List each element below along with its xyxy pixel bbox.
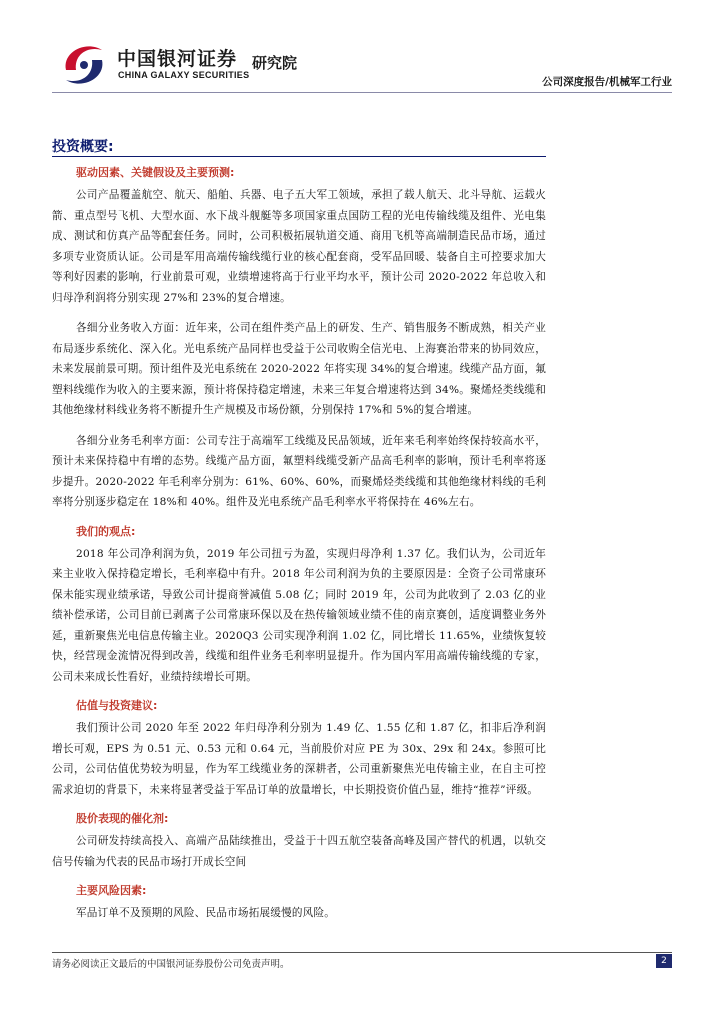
section-title-divider	[52, 156, 546, 157]
paragraph: 公司产品覆盖航空、航天、船舶、兵器、电子五大军工领域，承担了载人航天、北斗导航、运载火箭、重点型号飞机、大型水面、水下战斗舰艇等多项国家重点国防工程的光电传输线缆及组件、光电集成、测试和仿真产品等配套任务。同时，公司积极拓展轨道交通、商用飞机等高端制造民品市场，通过多项专业资质认证。公司是军用高端传输线缆行业的核心配套商，受军品回暖、装备自主可控要求加大等利好因素的影响，行业前景可观，业绩增速将高于行业平均水平，预计公司 2020-2022 年总收入和归母净利润将分别实现 27%和 23%的复合增速。	[52, 189, 546, 304]
paragraph: 各细分业务收入方面：近年来，公司在组件类产品上的研发、生产、销售服务不断成熟，相关产业布局逐步系统化、深入化。光电系统产品同样也受益于公司收购全信光电、上海赛治带来的协同效应，未来发展前景可期。预计组件及光电系统在 2020-2022 年将实现 34%的复合增速。线缆产品方面，氟塑料线缆作为收入的主要来源，预计将保持稳定增速，未来三年复合增速将达到 34%。聚烯烃类线缆和其他绝缘材料线业务将不断提升生产规模及市场份额，分别保持 17%和 5%的复合增速。	[52, 322, 546, 416]
section-our-view	[52, 523, 546, 688]
paragraph: 公司研发持续高投入、高端产品陆续推出，受益于十四五航空装备高峰及国产替代的机遇，以轨交信号传输为代表的民品市场打开成长空间	[52, 835, 546, 868]
section-heading: 估值与投资建议:	[76, 699, 158, 712]
report-type: 公司深度报告/机械军工行业	[542, 76, 672, 88]
section-title: 投资概要:	[52, 139, 114, 155]
footer-disclaimer: 请务必阅读正文最后的中国银河证券股份公司免责声明。	[52, 959, 290, 970]
paragraph: 军品订单不及预期的风险、民品市场拓展缓慢的风险。	[76, 907, 336, 919]
institute-label: 研究院	[252, 54, 298, 72]
section-catalysts	[52, 810, 546, 872]
section-heading: 主要风险因素:	[76, 884, 147, 897]
section-valuation	[52, 697, 546, 800]
brand-name-en: CHINA GALAXY SECURITIES	[118, 70, 250, 80]
section-risks	[52, 882, 546, 924]
section-heading: 驱动因素、关键假设及主要预测:	[76, 166, 235, 179]
header-divider	[52, 92, 672, 93]
paragraph: 各细分业务毛利率方面：公司专注于高端军工线缆及民品领域，近年来毛利率始终保持较高水平，预计未来保持稳中有增的态势。线缆产品方面，氟塑料线缆受新产品高毛利率的影响，预计毛利率将逐步提升。2020-2022 年毛利率分别为：61%、60%、60%，而聚烯烃类线缆和其他绝缘材料线的毛利率将分别逐步稳定在 18%和 40%。组件及光电系统产品毛利率水平将保持在 46%左右。	[52, 434, 546, 508]
paragraph: 2018 年公司净利润为负，2019 年公司扭亏为盈，实现归母净利 1.37 亿。我们认为，公司近年来主业收入保持稳定增长，毛利率稳中有升。2018 年公司利润为负的主要原因是：全资子公司常康环保未能实现业绩承诺，导致公司计提商誉减值 5.08 亿；同时 2019 年，公司为此收到了 2.03 亿的业绩补偿承诺，公司目前已剥离子公司常康环保以及在热传输领域业绩不佳的南京赛创，适度调整业务外延，重新聚焦光电信息传输主业。2020Q3 公司实现净利润 1.02 亿，同比增长 11.65%，业绩恢复较快，经营现金流情况得到改善，线缆和组件业务毛利率明显提升。作为国内军用高端传输线缆的专家，公司未来成长性看好，业绩持续增长可期。	[52, 547, 546, 683]
paragraph: 我们预计公司 2020 年至 2022 年归母净利分别为 1.49 亿、1.55 亿和 1.87 亿，扣非后净利润增长可观，EPS 为 0.51 元、0.53 元和 0.64 元，当前股价对应 PE 为 30x、29x 和 24x。参照可比公司，公司估值优势较为明显，作为军工线缆业务的深耕者，公司重新聚焦光电传输主业，在自主可控需求迫切的背景下，未来将显著受益于军品订单的放量增长，中长期投资价值凸显，维持“推荐”评级。	[52, 722, 546, 796]
section-heading: 股价表现的催化剂:	[76, 812, 169, 825]
footer-divider	[52, 952, 672, 953]
main-content	[52, 164, 546, 934]
section-heading: 我们的观点:	[76, 524, 136, 538]
brand-name-cn: 中国银河证券	[117, 48, 238, 70]
galaxy-logo-icon	[58, 40, 110, 90]
section-drivers	[52, 164, 546, 513]
page-number: 2	[656, 954, 672, 968]
